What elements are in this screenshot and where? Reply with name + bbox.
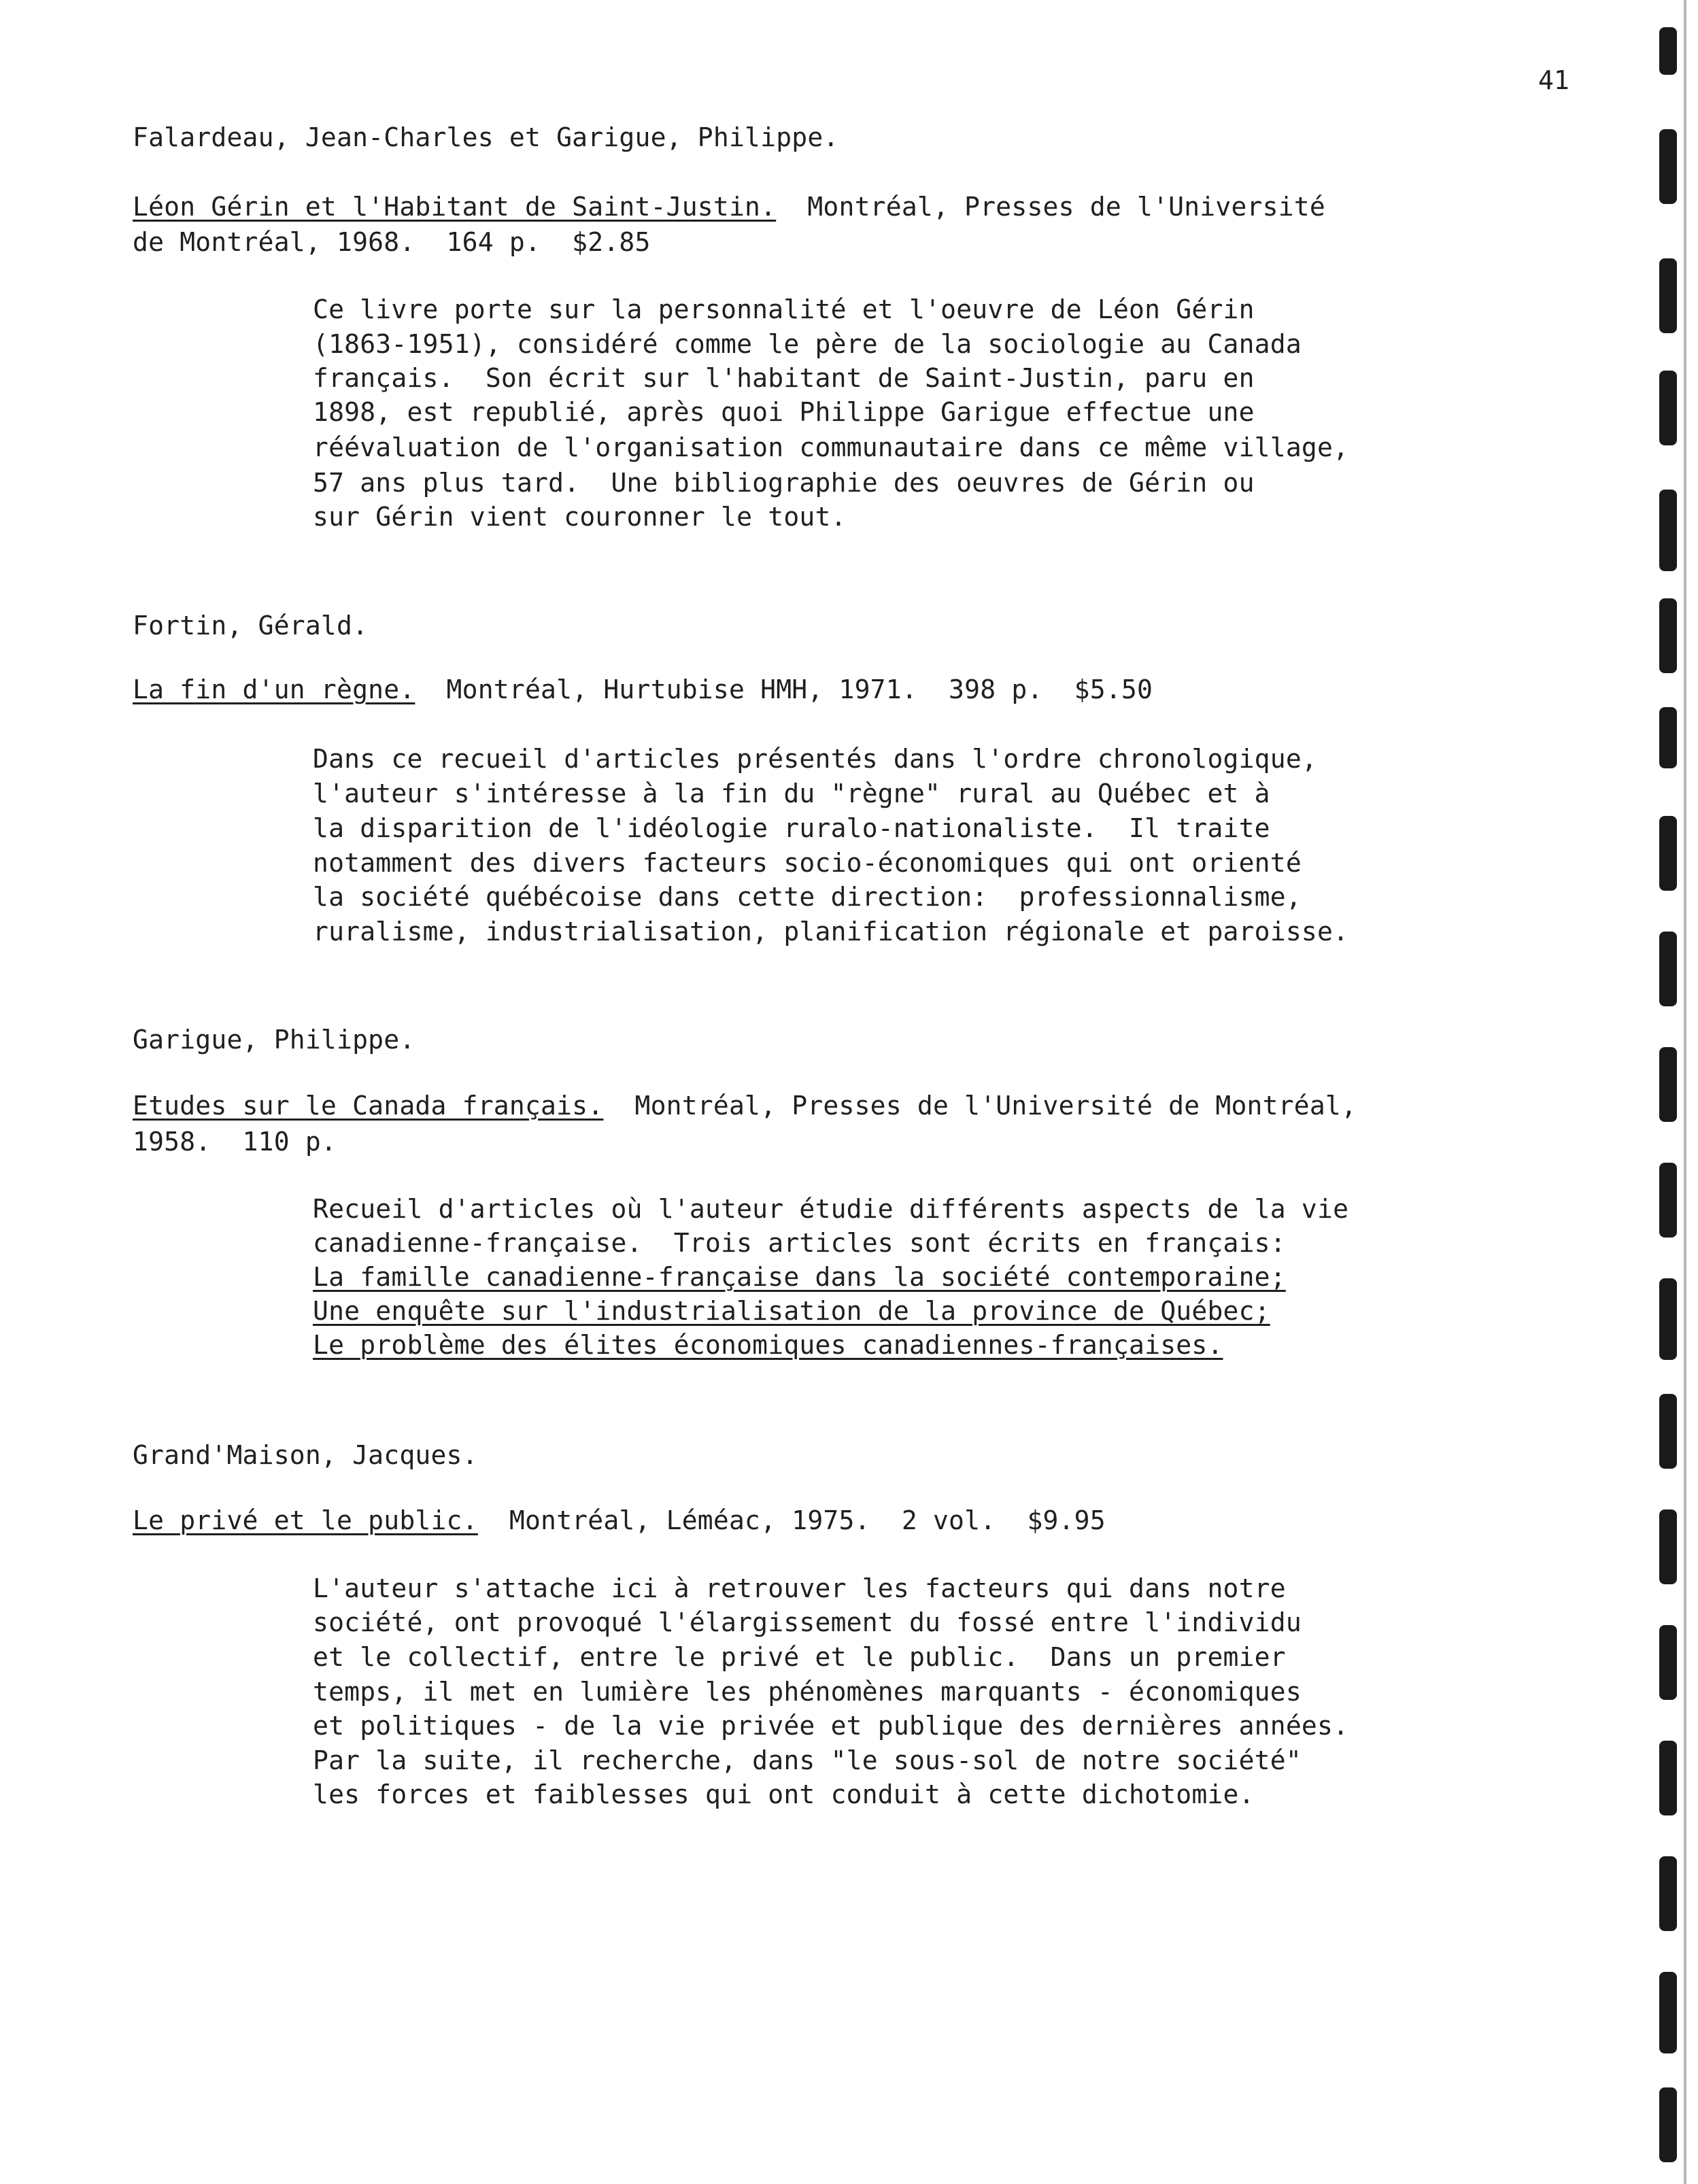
- entry-4-annotation-line: et le collectif, entre le privé et le public. Dans un premier: [313, 1642, 1286, 1672]
- entry-4-citation: [133, 1503, 1106, 1538]
- entry-2-author: Fortin, Gérald.: [133, 611, 369, 641]
- binding-hole: [1659, 1741, 1677, 1815]
- entry-1-annotation-line: 1898, est republié, après quoi Philippe Garigue effectue une: [313, 397, 1255, 427]
- entry-4-annotation-line: et politiques - de la vie privée et publique des dernières années.: [313, 1711, 1349, 1741]
- entry-2-annotation-line: notamment des divers facteurs socio-économiques qui ont orienté: [313, 848, 1302, 878]
- binding-hole: [1659, 1856, 1677, 1931]
- binding-hole: [1659, 1972, 1677, 2053]
- binding-hole: [1659, 27, 1677, 75]
- entry-3-annotation-line: Recueil d'articles où l'auteur étudie différents aspects de la vie: [313, 1194, 1349, 1224]
- binding-hole: [1659, 1047, 1677, 1122]
- binding-hole: [1659, 371, 1677, 445]
- entry-1-citation-continued: de Montréal, 1968. 164 p. $2.85: [133, 227, 651, 257]
- entry-1-annotation-line: sur Gérin vient couronner le tout.: [313, 502, 847, 532]
- entry-4-annotation-line: société, ont provoqué l'élargissement du fossé entre l'individu: [313, 1607, 1302, 1637]
- page-number: 41: [1538, 65, 1569, 95]
- entry-3-author: Garigue, Philippe.: [133, 1025, 415, 1055]
- entry-1-annotation-line: réévaluation de l'organisation communautaire dans ce même village,: [313, 432, 1349, 462]
- entry-4-author: Grand'Maison, Jacques.: [133, 1440, 478, 1470]
- binding-hole: [1659, 816, 1677, 891]
- binding-hole: [1659, 598, 1677, 673]
- entry-2-title: La fin d'un règne.: [133, 675, 415, 704]
- entry-2-annotation-line: ruralisme, industrialisation, planification régionale et paroisse.: [313, 917, 1349, 946]
- entry-4-annotation-line: les forces et faiblesses qui ont conduit à cette dichotomie.: [313, 1779, 1255, 1809]
- binding-hole: [1659, 1625, 1677, 1700]
- entry-3-title: Etudes sur le Canada français.: [133, 1091, 604, 1121]
- binding-strip: [1644, 0, 1698, 2184]
- binding-hole: [1659, 1509, 1677, 1584]
- binding-hole: [1659, 1278, 1677, 1360]
- entry-4-title: Le privé et le public.: [133, 1505, 478, 1535]
- binding-hole: [1659, 2087, 1677, 2162]
- entry-4-annotation-line: Par la suite, il recherche, dans "le sous-sol de notre société": [313, 1745, 1302, 1775]
- entry-3-publisher: Montréal, Presses de l'Université de Montréal,: [603, 1091, 1357, 1121]
- binding-hole: [1659, 1163, 1677, 1238]
- entry-2-annotation-line: Dans ce recueil d'articles présentés dans l'ordre chronologique,: [313, 744, 1317, 774]
- entry-2-annotation-line: la disparition de l'idéologie ruralo-nationaliste. Il traite: [313, 813, 1270, 843]
- entry-1-citation: [133, 189, 1325, 224]
- entry-2-annotation-line: la société québécoise dans cette direction: professionnalisme,: [313, 882, 1302, 912]
- binding-hole: [1659, 129, 1677, 204]
- binding-hole: [1659, 1394, 1677, 1469]
- entry-3-citation-continued: 1958. 110 p.: [133, 1127, 337, 1157]
- entry-2-citation: [133, 672, 1153, 707]
- entry-1-title: Léon Gérin et l'Habitant de Saint-Justin.: [133, 192, 777, 222]
- entry-4-annotation-line: temps, il met en lumière les phénomènes marquants - économiques: [313, 1677, 1302, 1707]
- entry-3-article-title: Une enquête sur l'industrialisation de la province de Québec;: [313, 1296, 1270, 1326]
- binding-hole: [1659, 932, 1677, 1006]
- binding-hole: [1659, 258, 1677, 333]
- entry-4-annotation-line: L'auteur s'attache ici à retrouver les facteurs qui dans notre: [313, 1573, 1286, 1603]
- binding-hole: [1659, 707, 1677, 768]
- entry-3-article-title: La famille canadienne-française dans la société contemporaine;: [313, 1262, 1286, 1292]
- binding-hole: [1659, 490, 1677, 571]
- entry-2-publisher: Montréal, Hurtubise HMH, 1971. 398 p. $5.50: [415, 675, 1153, 704]
- entry-1-annotation-line: Ce livre porte sur la personnalité et l'oeuvre de Léon Gérin: [313, 294, 1255, 324]
- entry-4-publisher: Montréal, Léméac, 1975. 2 vol. $9.95: [477, 1505, 1106, 1535]
- entry-3-annotation-line: canadienne-française. Trois articles sont écrits en français:: [313, 1228, 1286, 1258]
- binding-edge: [1684, 0, 1686, 2184]
- entry-3-article-title: Le problème des élites économiques canadiennes-françaises.: [313, 1330, 1223, 1360]
- entry-1-author: Falardeau, Jean-Charles et Garigue, Philippe.: [133, 122, 839, 152]
- entry-1-annotation-line: français. Son écrit sur l'habitant de Saint-Justin, paru en: [313, 363, 1255, 393]
- entry-1-publisher: Montréal, Presses de l'Université: [776, 192, 1325, 222]
- entry-3-citation: [133, 1088, 1357, 1123]
- entry-2-annotation-line: l'auteur s'intéresse à la fin du "règne" rural au Québec et à: [313, 779, 1270, 808]
- entry-1-annotation-line: 57 ans plus tard. Une bibliographie des oeuvres de Gérin ou: [313, 468, 1255, 498]
- entry-1-annotation-line: (1863-1951), considéré comme le père de la sociologie au Canada: [313, 329, 1302, 359]
